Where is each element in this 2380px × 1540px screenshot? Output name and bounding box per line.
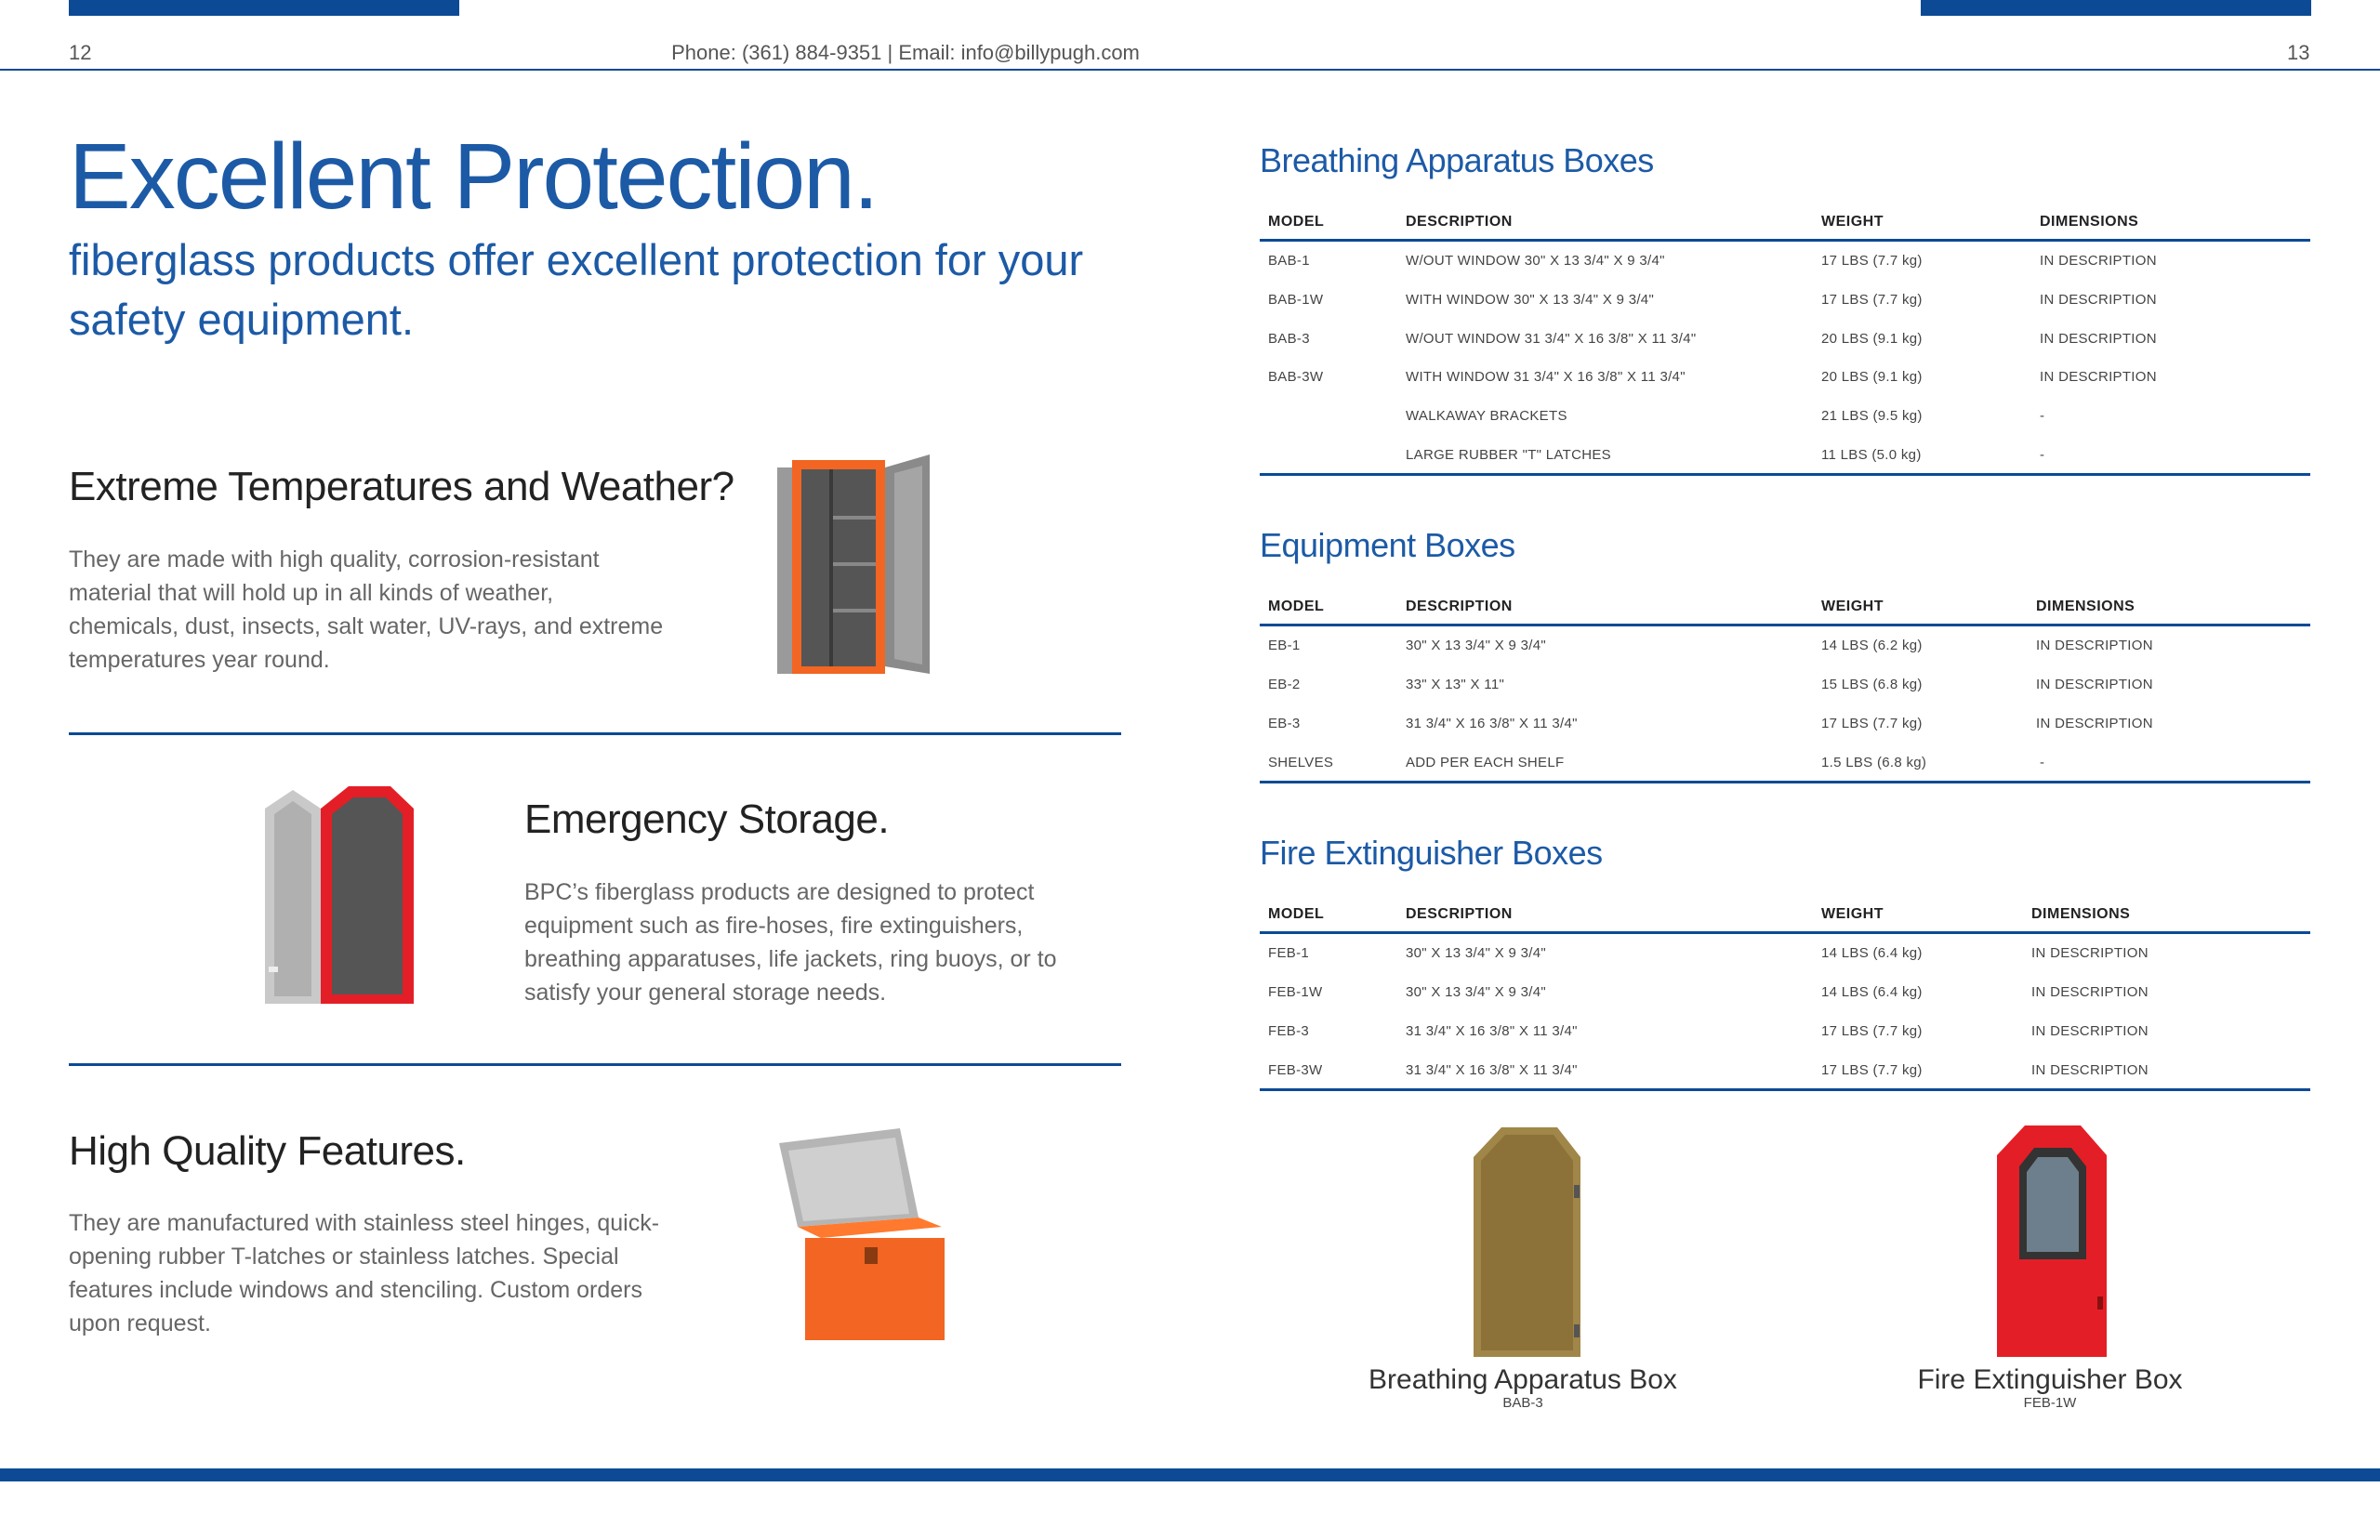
table-cell: 31 3/4" X 16 3/8" X 11 3/4" bbox=[1406, 1062, 1578, 1078]
table-cell: FEB-1 bbox=[1268, 945, 1310, 961]
section-title-weather: Extreme Temperatures and Weather? bbox=[69, 464, 734, 509]
table-cell: 33" X 13" X 11" bbox=[1406, 677, 1505, 692]
orange-chest-open-icon bbox=[751, 1106, 965, 1357]
table-cell: IN DESCRIPTION bbox=[2031, 984, 2149, 1000]
table-cell: 11 LBS (5.0 kg) bbox=[1821, 447, 1922, 463]
section-divider-1 bbox=[69, 732, 1121, 735]
section-body-storage: BPC’s fiberglass products are designed to protect equipment such as fire-hoses, fire extinguishers, breathing apparatuses, life jackets, ring buoys, or to satisfy your general storage needs. bbox=[524, 879, 1057, 1006]
table-header-description: DESCRIPTION bbox=[1406, 214, 1513, 230]
table-cell: BAB-1 bbox=[1268, 253, 1310, 269]
table-cell: 30" X 13 3/4" X 9 3/4" bbox=[1406, 945, 1547, 961]
top-bar-right bbox=[1921, 0, 2311, 16]
table-cell: IN DESCRIPTION bbox=[2036, 638, 2153, 653]
table-cell: ADD PER EACH SHELF bbox=[1406, 755, 1565, 770]
table-header-description: DESCRIPTION bbox=[1406, 906, 1513, 922]
table-footer-rule bbox=[1260, 1088, 2310, 1091]
product-caption-fire: Fire Extinguisher Box bbox=[1917, 1364, 2183, 1395]
product-caption-breathing: Breathing Apparatus Box bbox=[1368, 1364, 1677, 1395]
table-cell: IN DESCRIPTION bbox=[2031, 945, 2149, 961]
footer-bar bbox=[0, 1468, 2380, 1481]
table-cell: EB-1 bbox=[1268, 638, 1301, 653]
red-box-open-icon bbox=[209, 771, 460, 1032]
table-cell: BAB-3 bbox=[1268, 331, 1310, 347]
table-cell: FEB-1W bbox=[1268, 984, 1323, 1000]
section-title-features: High Quality Features. bbox=[69, 1128, 466, 1174]
table-header-dimensions: DIMENSIONS bbox=[2031, 906, 2131, 922]
table-cell: 14 LBS (6.4 kg) bbox=[1821, 945, 1923, 961]
red-box-window-icon bbox=[1976, 1120, 2124, 1362]
table-header-model: MODEL bbox=[1268, 214, 1325, 230]
table-cell: 17 LBS (7.7 kg) bbox=[1821, 1023, 1923, 1039]
product-model-breathing: BAB-3 bbox=[1502, 1395, 1543, 1411]
page-number-left: 12 bbox=[69, 41, 92, 64]
table-cell: SHELVES bbox=[1268, 755, 1334, 770]
table-cell: IN DESCRIPTION bbox=[2040, 331, 2157, 347]
page-number-right: 13 bbox=[2287, 41, 2310, 64]
section-body-features: They are manufactured with stainless steel hinges, quick-opening rubber T-latches or stainless latches. Special features include windows and stenciling. Custom orders upon request. bbox=[69, 1210, 660, 1336]
table-cell: IN DESCRIPTION bbox=[2040, 253, 2157, 269]
table-cell: WITH WINDOW 30" X 13 3/4" X 9 3/4" bbox=[1406, 292, 1655, 308]
table-cell: 15 LBS (6.8 kg) bbox=[1821, 677, 1923, 692]
table-cell: 1.5 LBS (6.8 kg) bbox=[1821, 755, 1927, 770]
table-cell: EB-3 bbox=[1268, 716, 1301, 731]
table-cell: - bbox=[2040, 755, 2045, 770]
table-header-rule bbox=[1260, 239, 2310, 242]
table-header-model: MODEL bbox=[1268, 906, 1325, 922]
table-footer-rule bbox=[1260, 781, 2310, 783]
section-title-storage: Emergency Storage. bbox=[524, 796, 890, 842]
table-cell: WITH WINDOW 31 3/4" X 16 3/8" X 11 3/4" bbox=[1406, 369, 1686, 385]
table-cell: 14 LBS (6.4 kg) bbox=[1821, 984, 1923, 1000]
table-cell: 20 LBS (9.1 kg) bbox=[1821, 331, 1923, 347]
table-cell: 31 3/4" X 16 3/8" X 11 3/4" bbox=[1406, 1023, 1578, 1039]
table-cell: EB-2 bbox=[1268, 677, 1301, 692]
table-footer-rule bbox=[1260, 473, 2310, 476]
table-title-equipment: Equipment Boxes bbox=[1260, 526, 1515, 564]
table-cell: - bbox=[2040, 408, 2045, 424]
table-cell: IN DESCRIPTION bbox=[2036, 716, 2153, 731]
table-cell: 20 LBS (9.1 kg) bbox=[1821, 369, 1923, 385]
table-cell: 17 LBS (7.7 kg) bbox=[1821, 253, 1923, 269]
table-cell: 17 LBS (7.7 kg) bbox=[1821, 292, 1923, 308]
table-cell: W/OUT WINDOW 30" X 13 3/4" X 9 3/4" bbox=[1406, 253, 1665, 269]
table-header-rule bbox=[1260, 624, 2310, 626]
table-cell: 14 LBS (6.2 kg) bbox=[1821, 638, 1923, 653]
table-title-breathing: Breathing Apparatus Boxes bbox=[1260, 141, 1654, 179]
table-cell: 21 LBS (9.5 kg) bbox=[1821, 408, 1923, 424]
section-body-weather: They are made with high quality, corrosion-resistant material that will hold up in all kinds of weather, chemicals, dust, insects, salt water, UV-rays, and extreme temperatures year round. bbox=[69, 546, 664, 673]
table-cell: IN DESCRIPTION bbox=[2031, 1023, 2149, 1039]
table-title-fire: Fire Extinguisher Boxes bbox=[1260, 834, 1603, 872]
table-header-weight: WEIGHT bbox=[1821, 906, 1884, 922]
table-cell: 30" X 13 3/4" X 9 3/4" bbox=[1406, 638, 1547, 653]
table-cell: BAB-1W bbox=[1268, 292, 1324, 308]
table-header-weight: WEIGHT bbox=[1821, 599, 1884, 614]
table-header-dimensions: DIMENSIONS bbox=[2040, 214, 2139, 230]
table-cell: IN DESCRIPTION bbox=[2040, 369, 2157, 385]
table-cell: IN DESCRIPTION bbox=[2036, 677, 2153, 692]
top-bar-left bbox=[69, 0, 459, 16]
table-cell: WALKAWAY BRACKETS bbox=[1406, 408, 1567, 424]
table-cell: 17 LBS (7.7 kg) bbox=[1821, 716, 1923, 731]
table-header-weight: WEIGHT bbox=[1821, 214, 1884, 230]
tall-cabinet-open-icon bbox=[762, 437, 958, 688]
table-cell: FEB-3 bbox=[1268, 1023, 1310, 1039]
hero-title: Excellent Protection. bbox=[69, 125, 878, 229]
table-cell: 17 LBS (7.7 kg) bbox=[1821, 1062, 1923, 1078]
hero-subtitle: fiberglass products offer excellent protection for your safety equipment. bbox=[69, 235, 1084, 344]
tan-box-icon bbox=[1446, 1120, 1604, 1362]
table-header-description: DESCRIPTION bbox=[1406, 599, 1513, 614]
table-cell: IN DESCRIPTION bbox=[2031, 1062, 2149, 1078]
table-cell: FEB-3W bbox=[1268, 1062, 1323, 1078]
table-cell: LARGE RUBBER "T" LATCHES bbox=[1406, 447, 1611, 463]
table-header-dimensions: DIMENSIONS bbox=[2036, 599, 2135, 614]
table-header-rule bbox=[1260, 931, 2310, 934]
table-cell: 31 3/4" X 16 3/8" X 11 3/4" bbox=[1406, 716, 1578, 731]
table-header-model: MODEL bbox=[1268, 599, 1325, 614]
section-divider-2 bbox=[69, 1063, 1121, 1066]
table-cell: W/OUT WINDOW 31 3/4" X 16 3/8" X 11 3/4" bbox=[1406, 331, 1697, 347]
product-model-fire: FEB-1W bbox=[2023, 1395, 2077, 1411]
table-cell: BAB-3W bbox=[1268, 369, 1324, 385]
header-rule bbox=[0, 69, 2380, 71]
contact-info: Phone: (361) 884-9351 | Email: info@billypugh.com bbox=[671, 41, 1140, 64]
table-cell: IN DESCRIPTION bbox=[2040, 292, 2157, 308]
table-cell: - bbox=[2040, 447, 2045, 463]
table-cell: 30" X 13 3/4" X 9 3/4" bbox=[1406, 984, 1547, 1000]
